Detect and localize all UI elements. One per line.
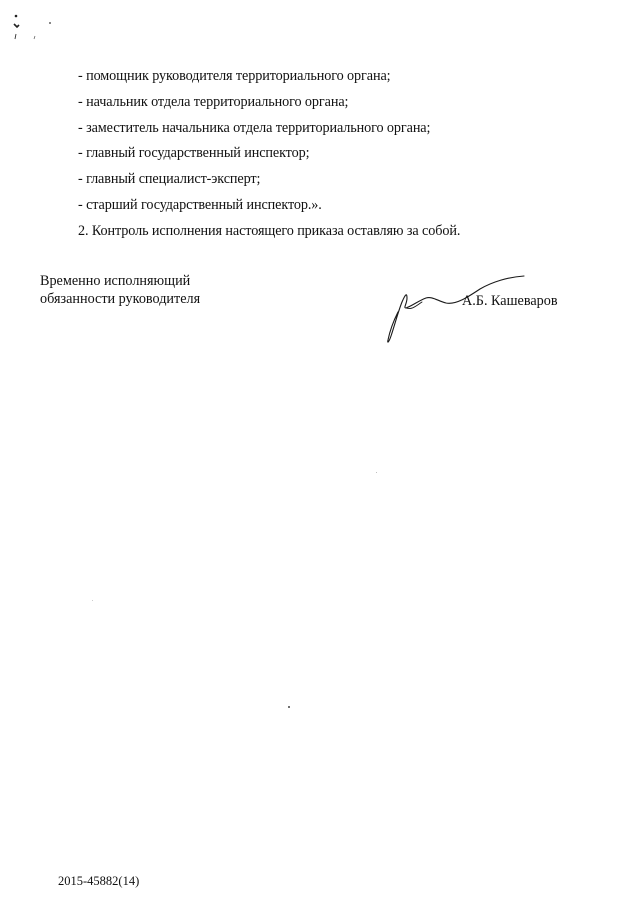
list-item-chief-specialist: - главный специалист-эксперт; (78, 171, 261, 187)
signatory-title-line-1: Временно исполняющий (40, 273, 191, 289)
signatory-name: А.Б. Кашеваров (462, 293, 558, 309)
list-item-senior-inspector: - старший государственный инспектор.». (78, 197, 322, 213)
scan-artifact-marks (8, 10, 68, 50)
list-item-deputy-department-head: - заместитель начальника отдела территориального органа; (78, 120, 431, 136)
scan-speck (376, 472, 377, 473)
document-number: 2015-45882(14) (58, 874, 140, 888)
list-item-chief-inspector: - главный государственный инспектор; (78, 145, 310, 161)
list-item-assistant-head: - помощник руководителя территориального органа; (78, 68, 391, 84)
scan-speck (288, 706, 290, 708)
signatory-title-line-2: обязанности руководителя (40, 291, 201, 307)
list-item-department-head: - начальник отдела территориального органа; (78, 94, 349, 110)
scan-speck (92, 600, 93, 601)
paragraph-control-clause: 2. Контроль исполнения настоящего приказа оставляю за собой. (78, 223, 461, 239)
